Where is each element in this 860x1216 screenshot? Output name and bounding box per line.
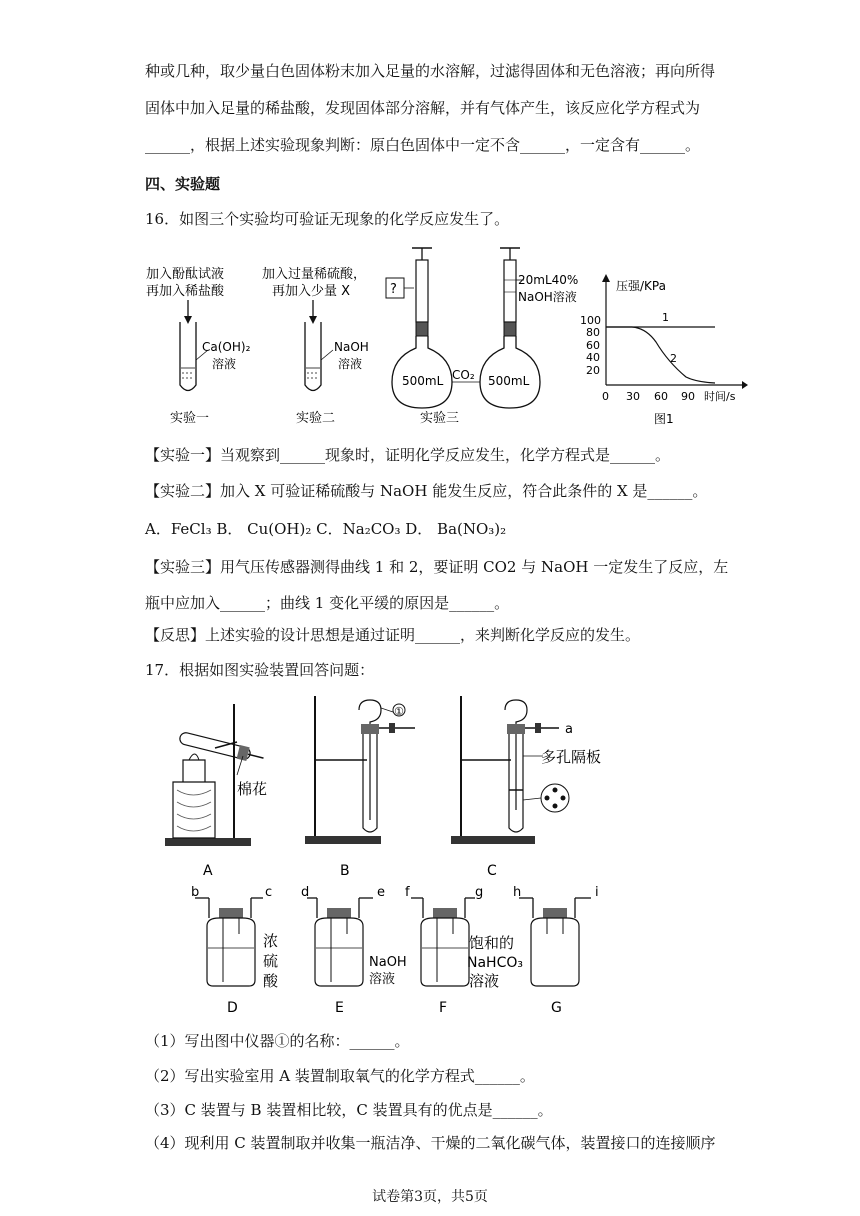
E-text-1: NaOH [369,955,407,970]
exp3-label: 实验三 [420,411,460,426]
F-bottle [421,918,469,986]
q17-part-1: （1）写出图中仪器①的名称：______。 [145,1032,410,1050]
exp3-flask-1: 500mL [402,374,444,388]
intro-line-2: 固体中加入足量的稀盐酸，发现固体部分溶解，并有气体产生，该反应化学方程式为 [145,99,701,117]
exp2-top-1: 加入过量稀硫酸， [262,267,367,282]
E-bottle [315,918,363,986]
exp2-solution-2: 溶液 [338,357,363,371]
graph-xtick-90: 90 [681,390,695,403]
graph-ytick-40: 40 [586,351,600,364]
A-cotton: 棉花 [237,780,268,798]
D-port-c: c [265,885,273,900]
E-text-2: 溶液 [369,972,396,987]
F-text-2: NaHCO₃ [467,955,523,971]
D-text-1: 浓 [263,932,279,950]
F-label: F [439,1000,448,1016]
D-text-3: 酸 [263,972,279,990]
B-label: B [340,863,350,879]
D-label: D [227,1000,238,1016]
C-label: C [487,863,497,879]
C-plate-label: 多孔隔板 [541,748,602,766]
intro-line-3: ______，根据上述实验现象判断：原白色固体中一定不含______，一定含有______。 [145,136,701,154]
q17-figure [155,690,625,1020]
exp3-left-flask [392,336,452,408]
F-text-3: 溶液 [469,972,500,990]
exp2-label: 实验二 [296,411,336,426]
B-mark: ① [394,705,404,718]
q17-stem: 17．根据如图实验装置回答问题： [145,661,375,679]
section-title: 四、实验题 [145,175,221,193]
exp1-top-1: 加入酚酞试液 [146,267,225,282]
F-port-g: g [475,885,484,900]
q16-exp3-b: 瓶中应加入______；曲线 1 变化平缓的原因是______。 [145,594,510,612]
exp3-right-flask [480,336,540,408]
F-port-f: f [405,885,410,900]
graph-ytick-80: 80 [586,326,600,339]
exp3-syringe-1: 20mL40% [518,273,579,287]
q16-reflect: 【反思】上述实验的设计思想是通过证明______，来判断化学反应的发生。 [145,626,641,644]
exp3-syringe-2: NaOH溶液 [518,290,577,304]
G-bottle [531,918,579,986]
A-label: A [203,863,213,879]
exp3-question-mark: ? [390,282,397,297]
q16-figure [140,240,750,432]
graph-curve-2-label: 2 [670,352,677,365]
q17-part-2: （2）写出实验室用 A 装置制取氧气的化学方程式______。 [145,1067,535,1085]
D-text-2: 硫 [263,952,279,970]
page-footer: 试卷第3页，共5页 [372,1189,488,1205]
q16-exp2: 【实验二】加入 X 可验证稀硫酸与 NaOH 能发生反应，符合此条件的 X 是______。 [145,482,708,500]
A-lamp [183,760,205,782]
graph-ylabel: 压强/KPa [616,279,666,293]
q16-exp1: 【实验一】当观察到______现象时，证明化学反应发生，化学方程式是______。 [145,446,671,464]
D-port-b: b [191,885,200,900]
graph-xtick-60: 60 [654,390,668,403]
F-text-1: 饱和的 [469,934,515,952]
graph-xtick-30: 30 [626,390,640,403]
exp1-arrowhead [184,316,192,324]
graph-curve-2 [606,327,715,383]
exp2-top-2: 再加入少量 X [272,284,351,299]
E-port-e: e [377,885,385,900]
exp3-gas: CO₂ [452,368,475,382]
graph-title: 图1 [654,412,674,426]
graph-xlabel: 时间/s [704,390,736,403]
D-bottle [207,918,255,986]
G-port-h: h [513,885,522,900]
C-funnel [505,700,527,810]
B-base [305,836,381,844]
A-wood-block [173,782,215,838]
exp3-left-syringe [416,260,428,322]
q16-options: A．FeCl₃ B． Cu(OH)₂ C．Na₂CO₃ D． Ba(NO₃)₂ [145,520,507,538]
exp1-solution-2: 溶液 [212,357,237,371]
exp2-test-tube [305,322,321,391]
E-label: E [335,1000,344,1016]
q16-stem: 16．如图三个实验均可验证无现象的化学反应发生了。 [145,210,510,228]
graph-curve-1-label: 1 [662,311,669,324]
intro-line-1: 种或几种，取少量白色固体粉末加入足量的水溶解，过滤得固体和无色溶液；再向所得 [145,62,716,80]
q16-exp3-a: 【实验三】用气压传感器测得曲线 1 和 2，要证明 CO2 与 NaOH 一定发生了反应，左 [145,558,729,576]
exp3-flask-2: 500mL [488,374,530,388]
graph-xtick-0: 0 [602,390,609,403]
C-port-a: a [565,722,573,737]
A-base [165,838,251,846]
graph-ytick-20: 20 [586,364,600,377]
G-label: G [551,1000,562,1016]
graph-ytick-60: 60 [586,339,600,352]
C-base [451,836,535,844]
exp1-label: 实验一 [170,411,210,426]
exp2-solution-1: NaOH [334,340,369,354]
E-port-d: d [301,885,310,900]
q17-part-3: （3）C 装置与 B 装置相比较，C 装置具有的优点是______。 [145,1101,553,1119]
exp3-right-syringe [504,260,516,322]
G-port-i: i [595,885,599,900]
exp1-test-tube [180,322,196,391]
q17-part-4: （4）现利用 C 装置制取并收集一瓶洁净、干燥的二氧化碳气体，装置接口的连接顺序 [145,1134,716,1152]
exp1-solution-1: Ca(OH)₂ [202,340,251,354]
graph-ytick-100: 100 [580,314,601,327]
exp1-top-2: 再加入稀盐酸 [146,284,225,299]
